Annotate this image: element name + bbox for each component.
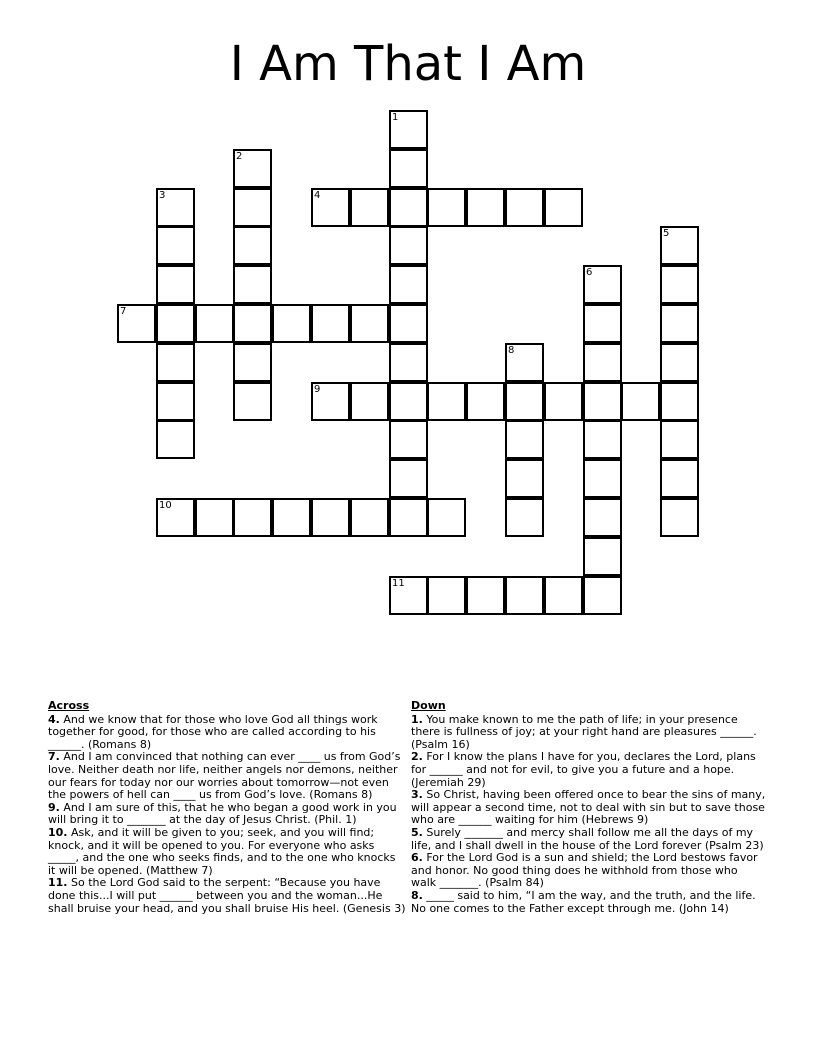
grid-cell[interactable]	[156, 304, 195, 343]
grid-cell[interactable]	[583, 420, 622, 459]
grid-cell[interactable]	[583, 498, 622, 537]
grid-cell[interactable]	[544, 576, 583, 615]
grid-cell[interactable]	[389, 343, 428, 382]
grid-cell[interactable]	[466, 576, 505, 615]
grid-cell[interactable]	[505, 459, 544, 498]
grid-cell[interactable]	[389, 226, 428, 265]
across-clue	[48, 802, 406, 827]
grid-cell[interactable]	[233, 226, 272, 265]
grid-cell[interactable]	[389, 576, 428, 615]
clue-text: For the Lord God is a sun and shield; the Lord bestows favor and honor. No good thing does he withhold from those who walk _______. (Psalm 84)	[411, 851, 758, 890]
grid-cell[interactable]	[389, 149, 428, 188]
grid-cell[interactable]	[505, 382, 544, 421]
grid-cell[interactable]	[583, 265, 622, 304]
clue-text: _____ said to him, “I am the way, and the truth, and the life. No one comes to the Father except through me. (John 14)	[411, 888, 756, 915]
grid-cell[interactable]	[233, 265, 272, 304]
grid-cell[interactable]	[156, 382, 195, 421]
down-clue	[411, 852, 766, 890]
grid-cell[interactable]	[350, 382, 389, 421]
grid-cell[interactable]	[233, 498, 272, 537]
grid-cell[interactable]	[195, 498, 234, 537]
grid-cell[interactable]	[660, 226, 699, 265]
clue-number-label: 8	[508, 345, 515, 356]
grid-cell[interactable]	[311, 498, 350, 537]
grid-cell[interactable]	[660, 459, 699, 498]
clue-number: 9.	[48, 800, 60, 814]
across-clue-list	[48, 714, 406, 916]
grid-cell[interactable]	[660, 343, 699, 382]
down-clue	[411, 890, 766, 915]
grid-cell[interactable]	[466, 382, 505, 421]
grid-cell[interactable]	[272, 304, 311, 343]
down-heading: Down	[411, 699, 446, 712]
grid-cell[interactable]	[427, 498, 466, 537]
down-clue	[411, 789, 766, 827]
clue-number-label: 9	[314, 384, 321, 395]
grid-cell[interactable]	[389, 188, 428, 227]
grid-cell[interactable]	[660, 265, 699, 304]
grid-cell[interactable]	[389, 420, 428, 459]
grid-cell[interactable]	[505, 188, 544, 227]
grid-cell[interactable]	[350, 188, 389, 227]
clue-number-label: 10	[159, 500, 172, 511]
clue-number-label: 3	[159, 190, 166, 201]
grid-cell[interactable]	[583, 459, 622, 498]
grid-cell[interactable]	[583, 304, 622, 343]
grid-cell[interactable]	[389, 498, 428, 537]
clue-text: Surely _______ and mercy shall follow me all the days of my life, and I shall dwell in the house of the Lord forever (Psalm 23)	[411, 825, 764, 852]
clue-number: 10.	[48, 825, 68, 839]
grid-cell[interactable]	[389, 110, 428, 149]
grid-cell[interactable]	[660, 382, 699, 421]
grid-cell[interactable]	[156, 226, 195, 265]
grid-cell[interactable]	[583, 343, 622, 382]
clue-number-label: 11	[392, 578, 405, 589]
clue-number-label: 5	[663, 228, 670, 239]
grid-cell[interactable]	[660, 304, 699, 343]
down-clues	[411, 700, 766, 915]
grid-cell[interactable]	[466, 188, 505, 227]
clue-number-label: 6	[586, 267, 593, 278]
clue-number-label: 4	[314, 190, 321, 201]
grid-cell[interactable]	[350, 304, 389, 343]
down-clue	[411, 714, 766, 752]
clue-text: You make known to me the path of life; in your presence there is fullness of joy; at your right hand are pleasures ______. (Psalm 16)	[411, 712, 757, 751]
grid-cell[interactable]	[350, 498, 389, 537]
clue-number: 1.	[411, 712, 423, 726]
grid-cell[interactable]	[583, 576, 622, 615]
grid-cell[interactable]	[156, 343, 195, 382]
clue-number: 8.	[411, 888, 423, 902]
clue-text: And I am convinced that nothing can ever ____ us from God’s love. Neither death nor life, neither angels nor demons, neither our fears for today nor our worries about tomorrow—not even the powers of hell can ____ us from God’s love. (Romans 8)	[48, 750, 401, 802]
grid-cell[interactable]	[583, 537, 622, 576]
grid-cell[interactable]	[233, 343, 272, 382]
clue-number-label: 2	[236, 151, 243, 162]
grid-cell[interactable]	[311, 304, 350, 343]
across-clue	[48, 751, 406, 801]
grid-cell[interactable]	[583, 382, 622, 421]
down-clue	[411, 827, 766, 852]
clue-number: 5.	[411, 825, 423, 839]
grid-cell[interactable]	[156, 420, 195, 459]
grid-cell[interactable]	[156, 188, 195, 227]
grid-cell[interactable]	[544, 188, 583, 227]
grid-cell[interactable]	[195, 304, 234, 343]
grid-cell[interactable]	[389, 459, 428, 498]
clue-text: Ask, and it will be given to you; seek, and you will find; knock, and it will be opened to you. For everyone who asks _____, and the one who seeks finds, and to the one who knocks it will be opened. (Matthew 7)	[48, 825, 396, 877]
clue-text: And I am sure of this, that he who began a good work in you will bring it to _______ at the day of Jesus Christ. (Phil. 1)	[48, 800, 397, 827]
clue-number: 6.	[411, 851, 423, 865]
across-clue	[48, 877, 406, 915]
grid-cell[interactable]	[233, 382, 272, 421]
across-heading: Across	[48, 699, 90, 712]
down-clue-list	[411, 714, 766, 916]
grid-cell[interactable]	[389, 265, 428, 304]
grid-cell[interactable]	[621, 382, 660, 421]
grid-cell[interactable]	[544, 382, 583, 421]
grid-cell[interactable]	[272, 498, 311, 537]
clue-number: 11.	[48, 876, 68, 890]
grid-cell[interactable]	[427, 576, 466, 615]
grid-cell[interactable]	[427, 382, 466, 421]
clue-text: For I know the plans I have for you, declares the Lord, plans for ______ and not for evil, to give you a future and a hope. (Jeremiah 29)	[411, 750, 756, 789]
across-clue	[48, 714, 406, 752]
grid-cell[interactable]	[117, 304, 156, 343]
clue-number: 7.	[48, 750, 60, 764]
grid-cell[interactable]	[505, 420, 544, 459]
clue-number: 3.	[411, 788, 423, 802]
grid-cell[interactable]	[233, 304, 272, 343]
grid-cell[interactable]	[427, 188, 466, 227]
clue-number-label: 1	[392, 112, 399, 123]
grid-cell[interactable]	[660, 498, 699, 537]
clue-text: And we know that for those who love God all things work together for good, for those who are called according to his ______. (Romans 8)	[48, 712, 378, 751]
across-clues	[48, 700, 406, 915]
clue-number: 4.	[48, 712, 60, 726]
grid-cell[interactable]	[311, 188, 350, 227]
grid-cell[interactable]	[311, 382, 350, 421]
grid-cell[interactable]	[389, 304, 428, 343]
grid-cell[interactable]	[156, 265, 195, 304]
grid-cell[interactable]	[156, 498, 195, 537]
down-clue	[411, 751, 766, 789]
across-clue	[48, 827, 406, 877]
clue-text: So Christ, having been offered once to bear the sins of many, will appear a second time, not to deal with sin but to save those who are ______ waiting for him (Hebrews 9)	[411, 788, 766, 827]
grid-cell[interactable]	[660, 420, 699, 459]
clue-number: 2.	[411, 750, 423, 764]
grid-cell[interactable]	[389, 382, 428, 421]
grid-cell[interactable]	[505, 498, 544, 537]
clue-text: So the Lord God said to the serpent: “Because you have done this...I will put ______ between you and the woman...He shall bruise your head, and you shall bruise His heel. (Genesis 3)	[48, 876, 406, 915]
grid-cell[interactable]	[505, 343, 544, 382]
puzzle-title: I Am That I Am	[229, 36, 587, 92]
grid-cell[interactable]	[505, 576, 544, 615]
clue-number-label: 7	[120, 306, 127, 317]
grid-cell[interactable]	[233, 188, 272, 227]
grid-cell[interactable]	[233, 149, 272, 188]
